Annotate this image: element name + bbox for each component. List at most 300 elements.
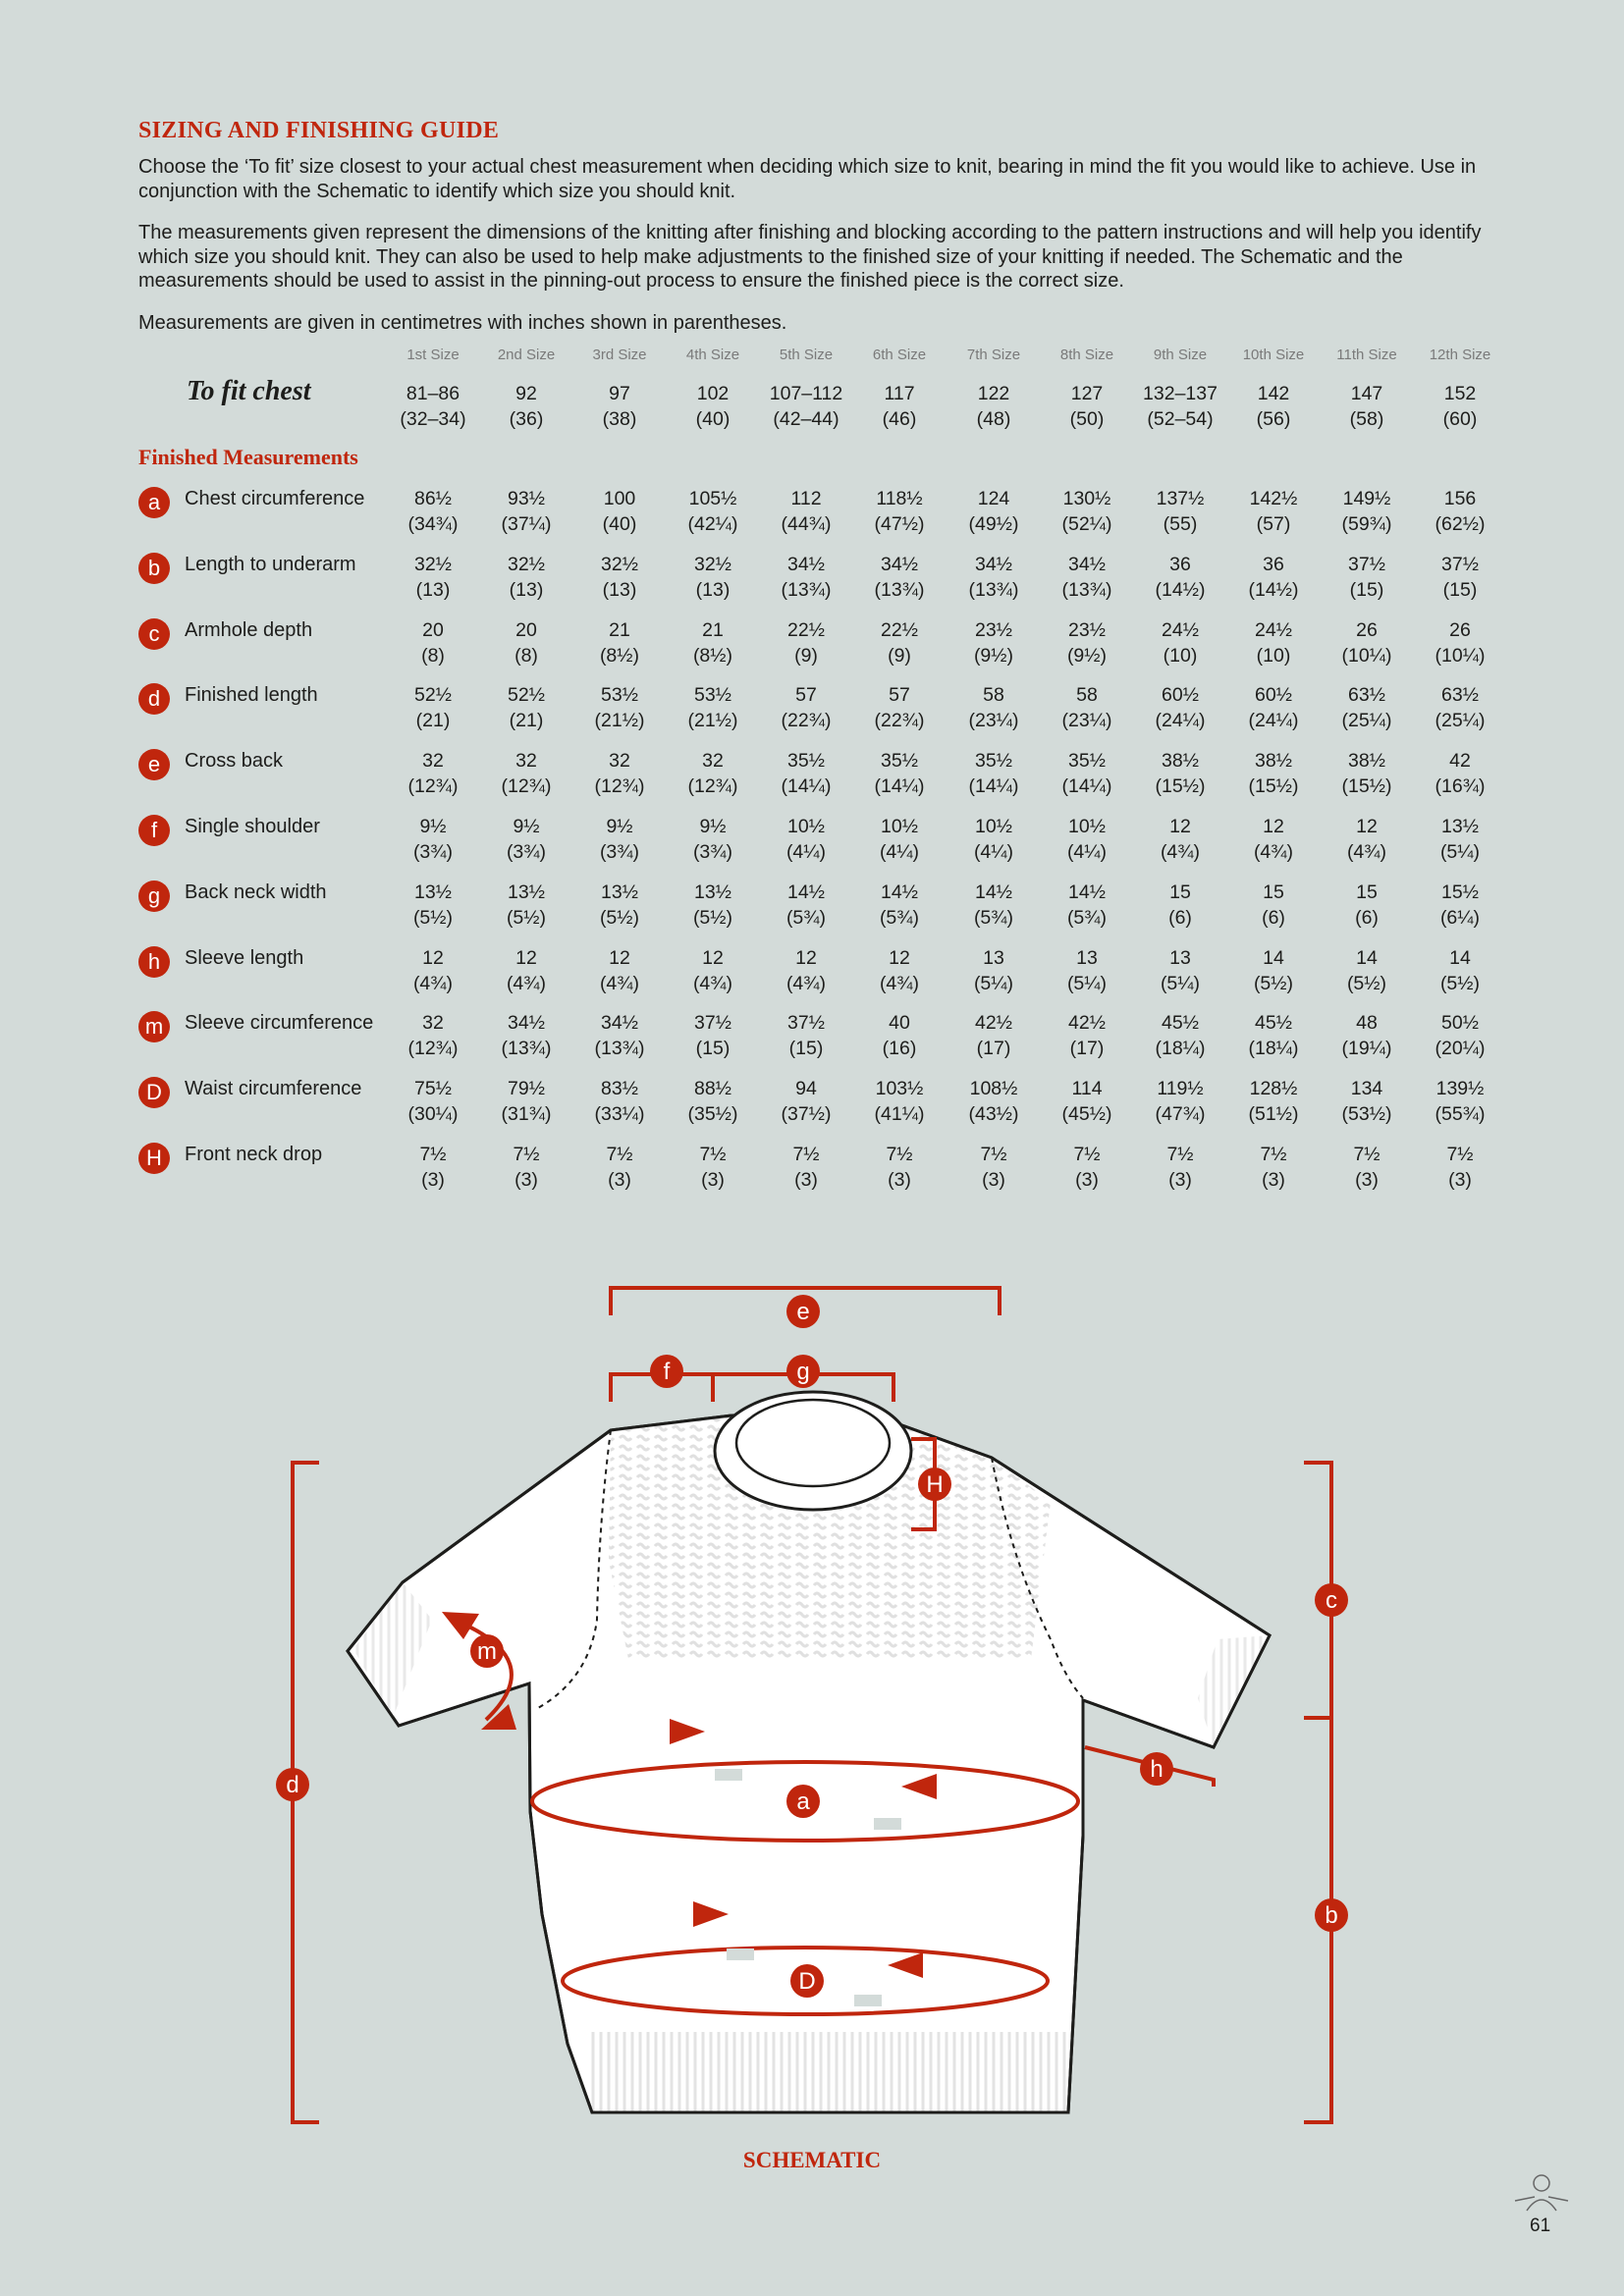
measure-label: Sleeve length bbox=[185, 947, 304, 969]
measure-cell bbox=[759, 486, 853, 537]
cell-cm: 124 bbox=[977, 488, 1010, 509]
measure-cell bbox=[1320, 814, 1414, 865]
measure-cell bbox=[386, 1142, 480, 1193]
measure-cell bbox=[947, 945, 1041, 996]
cell-cm: 14 bbox=[1263, 947, 1284, 969]
cell-cm: 10½ bbox=[1068, 816, 1106, 837]
measure-cell bbox=[852, 748, 947, 799]
marker-e bbox=[786, 1295, 820, 1328]
measure-cell bbox=[1040, 1142, 1134, 1193]
measure-cell bbox=[1226, 1076, 1321, 1127]
measure-cell bbox=[666, 1010, 760, 1061]
measure-cell bbox=[852, 617, 947, 668]
cell-in: (3) bbox=[1262, 1169, 1285, 1191]
measure-cell bbox=[759, 1076, 853, 1127]
cell-in: (52–54) bbox=[1147, 408, 1214, 430]
cell-in: (19¼) bbox=[1341, 1038, 1392, 1059]
cell-in: (20¼) bbox=[1435, 1038, 1486, 1059]
marker-g bbox=[786, 1355, 820, 1388]
cell-cm: 14½ bbox=[1068, 881, 1106, 903]
cell-in: (13) bbox=[509, 579, 544, 601]
cell-cm: 92 bbox=[515, 383, 537, 404]
cell-in: (22¾) bbox=[874, 710, 925, 731]
cell-in: (3) bbox=[608, 1169, 631, 1191]
cell-cm: 58 bbox=[1076, 684, 1098, 706]
cell-in: (53½) bbox=[1341, 1103, 1392, 1125]
measure-cell bbox=[479, 945, 573, 996]
svg-text:a: a bbox=[796, 1789, 810, 1815]
cell-in: (23¼) bbox=[968, 710, 1019, 731]
cell-cm: 9½ bbox=[699, 816, 727, 837]
measure-cell bbox=[759, 880, 853, 931]
measure-cell bbox=[1226, 748, 1321, 799]
size-header: 2nd Size bbox=[497, 347, 556, 363]
measure-cell bbox=[852, 814, 947, 865]
fit-chest-cell bbox=[572, 381, 667, 432]
cell-in: (55¾) bbox=[1435, 1103, 1486, 1125]
cell-in: (21) bbox=[509, 710, 544, 731]
cell-in: (13) bbox=[695, 579, 731, 601]
measure-cell bbox=[572, 880, 667, 931]
svg-text:h: h bbox=[1150, 1756, 1164, 1783]
measure-cell bbox=[947, 1142, 1041, 1193]
cell-in: (5½) bbox=[692, 907, 733, 929]
cell-in: (37¼) bbox=[501, 513, 552, 535]
cell-cm: 9½ bbox=[419, 816, 447, 837]
cell-in: (10¼) bbox=[1435, 645, 1486, 667]
cell-in: (12¾) bbox=[687, 775, 738, 797]
cell-in: (14½) bbox=[1248, 579, 1299, 601]
cell-cm: 13½ bbox=[694, 881, 731, 903]
cell-in: (5¼) bbox=[1066, 973, 1108, 994]
cell-cm: 7½ bbox=[513, 1144, 540, 1165]
cell-cm: 137½ bbox=[1156, 488, 1205, 509]
measure-cell bbox=[1133, 486, 1227, 537]
measure-cell bbox=[1133, 1076, 1227, 1127]
measure-label: Armhole depth bbox=[185, 619, 313, 641]
cell-cm: 12 bbox=[609, 947, 630, 969]
measure-cell bbox=[947, 748, 1041, 799]
cell-cm: 142½ bbox=[1249, 488, 1298, 509]
cell-cm: 14½ bbox=[881, 881, 918, 903]
cell-cm: 45½ bbox=[1162, 1012, 1199, 1034]
cell-in: (15½) bbox=[1155, 775, 1206, 797]
sweater-outline bbox=[348, 1392, 1270, 2112]
cell-cm: 7½ bbox=[1073, 1144, 1101, 1165]
measure-cell bbox=[386, 880, 480, 931]
cell-cm: 130½ bbox=[1062, 488, 1111, 509]
cell-in: (3) bbox=[982, 1169, 1005, 1191]
cell-in: (5¼) bbox=[1439, 841, 1481, 863]
measure-cell bbox=[572, 1076, 667, 1127]
cell-in: (13¾) bbox=[1061, 579, 1112, 601]
badge-g: g bbox=[138, 881, 170, 912]
cell-in: (9) bbox=[888, 645, 911, 667]
cell-cm: 86½ bbox=[414, 488, 452, 509]
cell-cm: 10½ bbox=[881, 816, 918, 837]
cell-in: (60) bbox=[1442, 408, 1478, 430]
badge-H: H bbox=[138, 1143, 170, 1174]
measure-cell bbox=[1226, 814, 1321, 865]
size-header: 12th Size bbox=[1429, 347, 1491, 363]
fit-chest-cell bbox=[1413, 381, 1507, 432]
badge-d: d bbox=[138, 683, 170, 715]
cell-cm: 13 bbox=[1076, 947, 1098, 969]
cell-cm: 12 bbox=[1263, 816, 1284, 837]
schematic-diagram bbox=[0, 1266, 1624, 2150]
measure-cell bbox=[759, 1142, 853, 1193]
measure-cell bbox=[1226, 945, 1321, 996]
cell-in: (14¼) bbox=[968, 775, 1019, 797]
cell-cm: 34½ bbox=[975, 554, 1012, 575]
measure-cell bbox=[1320, 486, 1414, 537]
cell-cm: 139½ bbox=[1435, 1078, 1485, 1099]
fit-chest-cell bbox=[1040, 381, 1134, 432]
cell-in: (33¼) bbox=[594, 1103, 645, 1125]
cell-in: (3) bbox=[1075, 1169, 1099, 1191]
cell-cm: 38½ bbox=[1162, 750, 1199, 772]
units-note: Measurements are given in centimetres with inches shown in parentheses. bbox=[138, 312, 787, 334]
measure-cell bbox=[572, 552, 667, 603]
cell-cm: 15 bbox=[1169, 881, 1191, 903]
measure-cell bbox=[572, 682, 667, 733]
measure-cell bbox=[1040, 617, 1134, 668]
cell-cm: 12 bbox=[795, 947, 817, 969]
cell-cm: 14½ bbox=[787, 881, 825, 903]
cell-in: (3¾) bbox=[692, 841, 733, 863]
measure-cell bbox=[1320, 748, 1414, 799]
cell-in: (46) bbox=[882, 408, 917, 430]
cell-cm: 58 bbox=[983, 684, 1004, 706]
svg-text:D: D bbox=[798, 1968, 816, 1995]
page-number: 61 bbox=[1530, 2216, 1551, 2236]
cell-cm: 52½ bbox=[414, 684, 452, 706]
measure-cell bbox=[666, 945, 760, 996]
cell-in: (57) bbox=[1256, 513, 1291, 535]
badge-f: f bbox=[138, 815, 170, 846]
svg-text:c: c bbox=[1326, 1587, 1337, 1614]
measure-cell bbox=[1133, 1010, 1227, 1061]
cell-in: (56) bbox=[1256, 408, 1291, 430]
cell-in: (13¾) bbox=[501, 1038, 552, 1059]
cell-cm: 57 bbox=[889, 684, 910, 706]
measure-cell bbox=[572, 814, 667, 865]
cell-cm: 34½ bbox=[787, 554, 825, 575]
cell-cm: 34½ bbox=[508, 1012, 545, 1034]
cell-in: (4¾) bbox=[1160, 841, 1201, 863]
cell-in: (3) bbox=[1355, 1169, 1379, 1191]
cell-cm: 119½ bbox=[1157, 1078, 1204, 1099]
measure-cell bbox=[1413, 814, 1507, 865]
cell-in: (16) bbox=[882, 1038, 917, 1059]
cell-cm: 34½ bbox=[881, 554, 918, 575]
measure-cell bbox=[947, 1076, 1041, 1127]
measure-cell bbox=[479, 617, 573, 668]
cell-cm: 38½ bbox=[1348, 750, 1385, 772]
badge-m: m bbox=[138, 1011, 170, 1042]
cell-in: (59¾) bbox=[1341, 513, 1392, 535]
cell-cm: 32 bbox=[422, 750, 444, 772]
cell-cm: 45½ bbox=[1255, 1012, 1292, 1034]
cell-in: (4¼) bbox=[785, 841, 827, 863]
cell-in: (5½) bbox=[599, 907, 640, 929]
cell-in: (3) bbox=[421, 1169, 445, 1191]
cell-cm: 12 bbox=[1169, 816, 1191, 837]
measure-cell bbox=[947, 880, 1041, 931]
measure-cell bbox=[1413, 486, 1507, 537]
cell-in: (15) bbox=[695, 1038, 731, 1059]
cell-cm: 13½ bbox=[601, 881, 638, 903]
cell-in: (35½) bbox=[687, 1103, 738, 1125]
measure-cell bbox=[479, 552, 573, 603]
measure-label: Single shoulder bbox=[185, 816, 320, 837]
cell-cm: 32 bbox=[515, 750, 537, 772]
cell-cm: 37½ bbox=[1441, 554, 1479, 575]
measure-label: Finished length bbox=[185, 684, 318, 706]
measure-cell bbox=[386, 1010, 480, 1061]
cell-in: (12¾) bbox=[501, 775, 552, 797]
measure-cell bbox=[1133, 748, 1227, 799]
cell-in: (32–34) bbox=[400, 408, 466, 430]
cell-cm: 34½ bbox=[1068, 554, 1106, 575]
measure-cell bbox=[386, 945, 480, 996]
measure-cell bbox=[947, 552, 1041, 603]
measure-cell bbox=[666, 552, 760, 603]
measure-cell bbox=[1040, 1076, 1134, 1127]
measure-cell bbox=[666, 617, 760, 668]
cell-cm: 12 bbox=[702, 947, 724, 969]
measure-cell bbox=[947, 1010, 1041, 1061]
cell-cm: 32½ bbox=[694, 554, 731, 575]
cell-cm: 26 bbox=[1356, 619, 1378, 641]
measure-label: Cross back bbox=[185, 750, 284, 772]
cell-in: (15) bbox=[788, 1038, 824, 1059]
fit-chest-cell bbox=[386, 381, 480, 432]
measure-cell bbox=[386, 748, 480, 799]
cell-in: (21½) bbox=[687, 710, 738, 731]
cell-cm: 7½ bbox=[606, 1144, 633, 1165]
cell-cm: 32 bbox=[702, 750, 724, 772]
cell-in: (5½) bbox=[1439, 973, 1481, 994]
measure-cell bbox=[1413, 552, 1507, 603]
cell-cm: 94 bbox=[795, 1078, 817, 1099]
cell-in: (4¼) bbox=[879, 841, 920, 863]
cell-cm: 13½ bbox=[1441, 816, 1479, 837]
measure-cell bbox=[1133, 552, 1227, 603]
cell-in: (5¾) bbox=[1066, 907, 1108, 929]
cell-in: (47½) bbox=[874, 513, 925, 535]
cell-in: (3) bbox=[701, 1169, 725, 1191]
finished-measurements-title: Finished Measurements bbox=[138, 445, 358, 469]
cell-cm: 7½ bbox=[419, 1144, 447, 1165]
measure-cell bbox=[386, 814, 480, 865]
measure-cell bbox=[1226, 552, 1321, 603]
marker-a bbox=[786, 1785, 820, 1818]
cell-in: (3¾) bbox=[412, 841, 454, 863]
measure-cell bbox=[759, 617, 853, 668]
measure-cell bbox=[1413, 1010, 1507, 1061]
measure-cell bbox=[852, 945, 947, 996]
cell-cm: 35½ bbox=[787, 750, 825, 772]
cell-cm: 7½ bbox=[980, 1144, 1007, 1165]
cell-in: (15½) bbox=[1248, 775, 1299, 797]
measure-cell bbox=[1040, 552, 1134, 603]
schematic-caption: SCHEMATIC bbox=[742, 2148, 882, 2172]
cell-cm: 7½ bbox=[699, 1144, 727, 1165]
cell-in: (15) bbox=[1349, 579, 1384, 601]
cell-cm: 7½ bbox=[1353, 1144, 1380, 1165]
cell-in: (42¼) bbox=[687, 513, 738, 535]
page-title: SIZING AND FINISHING GUIDE bbox=[138, 118, 500, 143]
measure-cell bbox=[386, 682, 480, 733]
measure-cell bbox=[852, 682, 947, 733]
fit-chest-cell bbox=[666, 381, 760, 432]
measure-cell bbox=[759, 814, 853, 865]
cell-cm: 134 bbox=[1350, 1078, 1383, 1099]
cell-cm: 149½ bbox=[1342, 488, 1391, 509]
cell-in: (21) bbox=[415, 710, 451, 731]
cell-cm: 127 bbox=[1070, 383, 1104, 404]
cell-cm: 37½ bbox=[787, 1012, 825, 1034]
cell-in: (3) bbox=[888, 1169, 911, 1191]
cell-in: (34¾) bbox=[407, 513, 459, 535]
cell-cm: 22½ bbox=[787, 619, 825, 641]
cell-cm: 9½ bbox=[513, 816, 540, 837]
cell-cm: 53½ bbox=[694, 684, 731, 706]
cell-in: (41¼) bbox=[874, 1103, 925, 1125]
cell-cm: 7½ bbox=[886, 1144, 913, 1165]
svg-text:f: f bbox=[663, 1359, 671, 1385]
cell-cm: 24½ bbox=[1162, 619, 1199, 641]
measure-cell bbox=[479, 1010, 573, 1061]
measure-cell bbox=[759, 945, 853, 996]
marker-f bbox=[650, 1355, 683, 1388]
cell-in: (4¾) bbox=[785, 973, 827, 994]
cell-cm: 108½ bbox=[969, 1078, 1018, 1099]
cell-cm: 32½ bbox=[508, 554, 545, 575]
cell-in: (52¼) bbox=[1061, 513, 1112, 535]
badge-b: b bbox=[138, 553, 170, 584]
cell-in: (62½) bbox=[1435, 513, 1486, 535]
cell-cm: 105½ bbox=[688, 488, 737, 509]
cell-in: (9) bbox=[794, 645, 818, 667]
measure-cell bbox=[947, 486, 1041, 537]
marker-h bbox=[1140, 1752, 1173, 1786]
cell-cm: 97 bbox=[609, 383, 630, 404]
measure-cell bbox=[479, 1142, 573, 1193]
cell-cm: 118½ bbox=[876, 488, 923, 509]
cell-in: (4¾) bbox=[506, 973, 547, 994]
measure-label: Length to underarm bbox=[185, 554, 356, 575]
measure-cell bbox=[759, 748, 853, 799]
cell-in: (3¾) bbox=[599, 841, 640, 863]
measure-cell bbox=[479, 814, 573, 865]
cell-cm: 23½ bbox=[975, 619, 1012, 641]
cell-cm: 32 bbox=[609, 750, 630, 772]
cell-in: (13¾) bbox=[968, 579, 1019, 601]
cell-cm: 24½ bbox=[1255, 619, 1292, 641]
cell-in: (5¾) bbox=[973, 907, 1014, 929]
measure-cell bbox=[947, 617, 1041, 668]
cell-cm: 13 bbox=[1169, 947, 1191, 969]
size-header: 10th Size bbox=[1242, 347, 1305, 363]
measure-cell bbox=[1133, 617, 1227, 668]
svg-text:m: m bbox=[477, 1638, 497, 1665]
measure-cell bbox=[572, 617, 667, 668]
cell-in: (3) bbox=[1168, 1169, 1192, 1191]
cell-cm: 26 bbox=[1449, 619, 1471, 641]
measure-cell bbox=[852, 486, 947, 537]
cell-cm: 75½ bbox=[414, 1078, 452, 1099]
cell-in: (45½) bbox=[1061, 1103, 1112, 1125]
measure-cell bbox=[1040, 945, 1134, 996]
cell-cm: 63½ bbox=[1348, 684, 1385, 706]
cell-cm: 21 bbox=[702, 619, 724, 641]
cell-in: (4¾) bbox=[1253, 841, 1294, 863]
measure-cell bbox=[479, 486, 573, 537]
measure-cell bbox=[572, 945, 667, 996]
measure-cell bbox=[666, 1142, 760, 1193]
cell-cm: 83½ bbox=[601, 1078, 638, 1099]
cell-in: (6) bbox=[1262, 907, 1285, 929]
measure-cell bbox=[1226, 486, 1321, 537]
cell-cm: 102 bbox=[696, 383, 730, 404]
cell-in: (36) bbox=[509, 408, 544, 430]
cell-in: (5½) bbox=[506, 907, 547, 929]
badge-h: h bbox=[138, 946, 170, 978]
measure-cell bbox=[666, 486, 760, 537]
cell-cm: 42 bbox=[1449, 750, 1471, 772]
intro-paragraph: Choose the ‘To fit’ size closest to your actual chest measurement when deciding which size to knit, bearing in mind the fit you would like to achieve. Use in conjunction with the Schematic to identify which size you should knit. bbox=[138, 156, 1477, 202]
cell-in: (24¼) bbox=[1248, 710, 1299, 731]
cell-cm: 156 bbox=[1443, 488, 1477, 509]
measure-cell bbox=[666, 682, 760, 733]
measure-cell bbox=[1133, 814, 1227, 865]
cell-cm: 7½ bbox=[792, 1144, 820, 1165]
cell-cm: 34½ bbox=[601, 1012, 638, 1034]
cell-in: (15½) bbox=[1341, 775, 1392, 797]
cell-in: (8½) bbox=[692, 645, 733, 667]
cell-in: (8½) bbox=[599, 645, 640, 667]
cell-in: (44¾) bbox=[781, 513, 832, 535]
measure-label: Waist circumference bbox=[185, 1078, 362, 1099]
cell-cm: 23½ bbox=[1068, 619, 1106, 641]
cell-in: (38) bbox=[602, 408, 637, 430]
cell-in: (5¼) bbox=[973, 973, 1014, 994]
cell-in: (5¾) bbox=[785, 907, 827, 929]
measure-cell bbox=[1040, 1010, 1134, 1061]
cell-in: (25¼) bbox=[1341, 710, 1392, 731]
cell-in: (15) bbox=[1442, 579, 1478, 601]
measure-cell bbox=[947, 814, 1041, 865]
cell-cm: 57 bbox=[795, 684, 817, 706]
measure-cell bbox=[1133, 945, 1227, 996]
cell-in: (37½) bbox=[781, 1103, 832, 1125]
cell-cm: 14½ bbox=[975, 881, 1012, 903]
measure-cell bbox=[1226, 1142, 1321, 1193]
size-header: 3rd Size bbox=[592, 347, 647, 363]
cell-cm: 147 bbox=[1350, 383, 1383, 404]
cell-cm: 93½ bbox=[508, 488, 545, 509]
cell-in: (24¼) bbox=[1155, 710, 1206, 731]
cell-cm: 40 bbox=[889, 1012, 910, 1034]
badge-c: c bbox=[138, 618, 170, 650]
cell-in: (55) bbox=[1163, 513, 1198, 535]
cell-in: (6) bbox=[1168, 907, 1192, 929]
cell-in: (8) bbox=[421, 645, 445, 667]
measurements-paragraph: The measurements given represent the dimensions of the knitting after finishing and blocking according to the pattern instructions and will help you identify which size you should knit. They can also be used to help make adjustments to the finished size of your knitting if needed. The Schematic and the measurements should be used to assist in the pinning-out process to ensure the finished piece is the correct size. bbox=[138, 222, 1482, 292]
measure-cell bbox=[666, 748, 760, 799]
